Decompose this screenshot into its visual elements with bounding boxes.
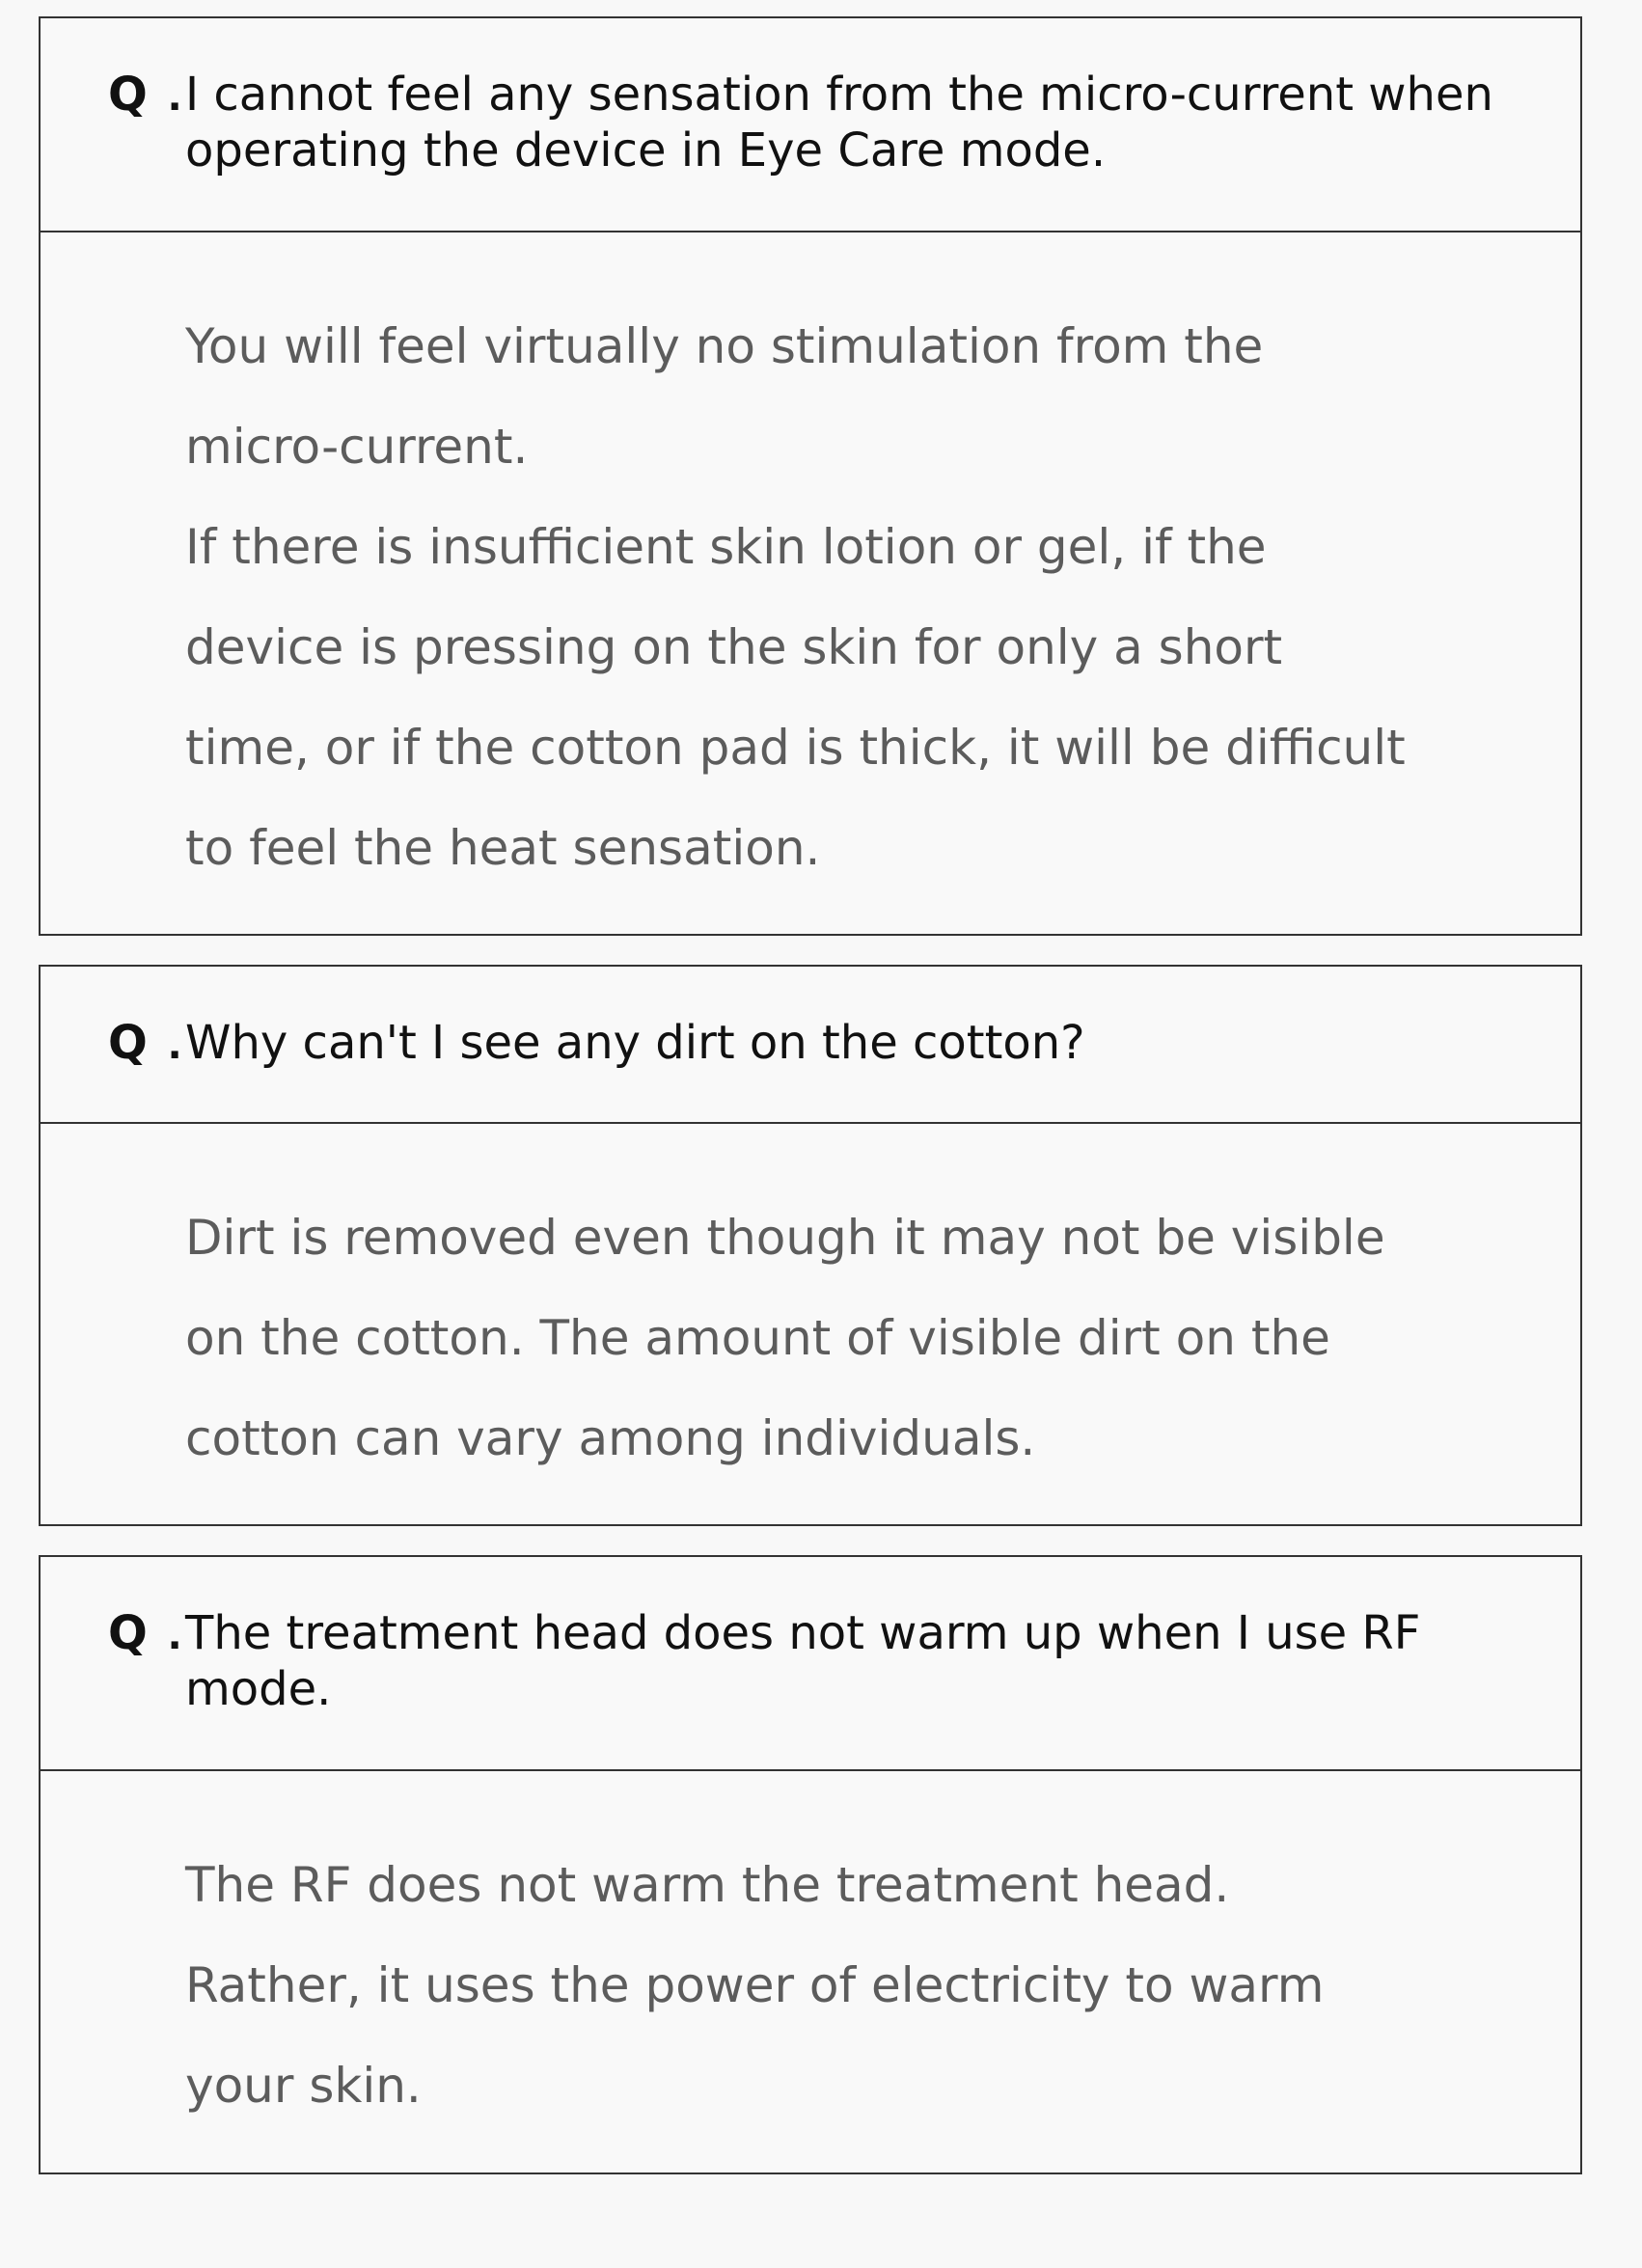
answer-line: You will feel virtually no stimulation from the	[185, 318, 1264, 374]
question-text: Why can't I see any dirt on the cotton?	[185, 1016, 1085, 1070]
answer-block	[41, 232, 1580, 898]
answer-line: If there is insufficient skin lotion or gel, if the	[185, 519, 1267, 575]
answer-line: Rather, it uses the power of electricity to warm	[185, 1957, 1325, 2013]
question-row	[41, 1557, 1580, 1771]
answer-line: cotton can vary among individuals.	[185, 1410, 1036, 1466]
answer-block	[41, 1771, 1580, 2136]
question-row	[41, 18, 1580, 232]
faq-card-1	[39, 16, 1582, 936]
faq-card-2	[39, 965, 1582, 1526]
answer-line: Dirt is removed even though it may not be visible	[185, 1210, 1385, 1266]
question-marker: Q .	[108, 68, 184, 122]
question-text: I cannot feel any sensation from the micro-current when operating the device in Eye Care mode.	[185, 68, 1493, 178]
answer-line: your skin.	[185, 2058, 422, 2114]
question-marker: Q .	[108, 1606, 184, 1660]
question-text: The treatment head does not warm up when I use RF mode.	[185, 1606, 1421, 1716]
answer-line: device is pressing on the skin for only a short	[185, 619, 1283, 675]
answer-block	[41, 1124, 1580, 1489]
answer-line: on the cotton. The amount of visible dirt on the	[185, 1310, 1330, 1366]
faq-card-3	[39, 1555, 1582, 2174]
question-row	[41, 967, 1580, 1124]
answer-line: micro-current.	[185, 419, 529, 475]
answer-line: The RF does not warm the treatment head.	[185, 1857, 1230, 1913]
question-marker: Q .	[108, 1016, 184, 1070]
answer-line: time, or if the cotton pad is thick, it will be difficult	[185, 720, 1406, 776]
answer-line: to feel the heat sensation.	[185, 820, 821, 876]
